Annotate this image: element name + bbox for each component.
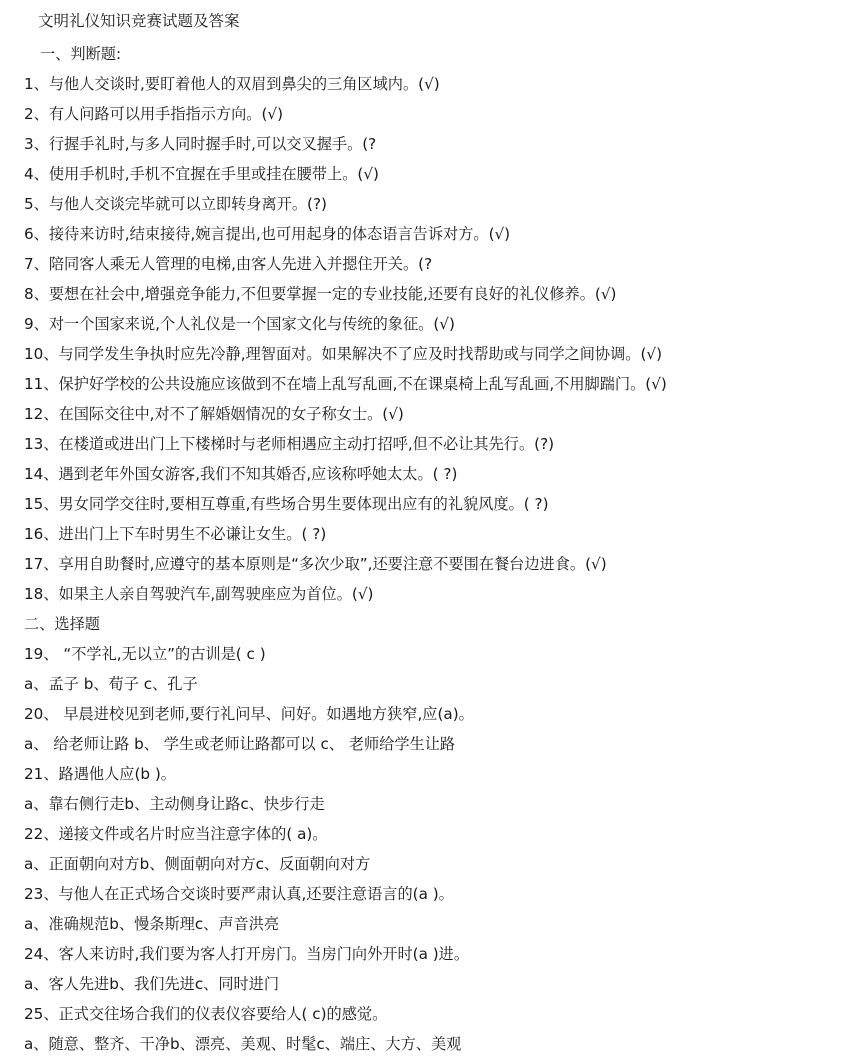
document-line: 8、要想在社会中,增强竞争能力,不但要掌握一定的专业技能,还要有良好的礼仪修养。(√): [24, 285, 617, 303]
document-line: 2、有人问路可以用手指指示方向。(√): [24, 105, 284, 123]
question-list: [24, 39, 864, 1059]
document-line: 17、享用自助餐时,应遵守的基本原则是“多次少取”,还要注意不要围在餐台边进食。(√): [24, 555, 607, 573]
document-line: 24、客人来访时,我们要为客人打开房门。当房门向外开时(a )进。: [24, 945, 470, 963]
section-heading: 一、判断题:: [40, 45, 122, 63]
document-line: 5、与他人交谈完毕就可以立即转身离开。(?): [24, 195, 327, 213]
document-line: a、靠右侧行走b、主动侧身让路c、快步行走: [24, 795, 325, 813]
document-line: 9、对一个国家来说,个人礼仪是一个国家文化与传统的象征。(√): [24, 315, 455, 333]
document-line: a、孟子 b、荀子 c、孔子: [24, 675, 198, 693]
document-line: 16、进出门上下车时男生不必谦让女生。( ?): [24, 525, 327, 543]
document-line: a、 给老师让路 b、 学生或老师让路都可以 c、 老师给学生让路: [24, 735, 456, 753]
document-line: a、准确规范b、慢条斯理c、声音洪亮: [24, 915, 280, 933]
document-line: 23、与他人在正式场合交谈时要严肃认真,还要注意语言的(a )。: [24, 885, 454, 903]
document-line: 21、路遇他人应(b )。: [24, 765, 176, 783]
document-line: 19、 “不学礼,无以立”的古训是( c ): [24, 645, 266, 663]
document-line: 1、与他人交谈时,要盯着他人的双眉到鼻尖的三角区域内。(√): [24, 75, 440, 93]
document-line: a、正面朝向对方b、侧面朝向对方c、反面朝向对方: [24, 855, 371, 873]
document-line: 4、使用手机时,手机不宜握在手里或挂在腰带上。(√): [24, 165, 379, 183]
document-line: 二、选择题: [24, 615, 100, 633]
document-line: a、随意、整齐、干净b、漂亮、美观、时髦c、端庄、大方、美观: [24, 1035, 462, 1053]
document-line: 22、递接文件或名片时应当注意字体的( a)。: [24, 825, 328, 843]
document-line: 12、在国际交往中,对不了解婚姻情况的女子称女士。(√): [24, 405, 404, 423]
document-title: 文明礼仪知识竞赛试题及答案: [38, 12, 240, 30]
document-line: 20、 早晨进校见到老师,要行礼问早、问好。如遇地方狭窄,应(a)。: [24, 705, 474, 723]
document-line: 15、男女同学交往时,要相互尊重,有些场合男生要体现出应有的礼貌风度。( ?): [24, 495, 549, 513]
document-line: 3、行握手礼时,与多人同时握手时,可以交叉握手。(?: [24, 135, 377, 153]
document-line: 18、如果主人亲自驾驶汽车,副驾驶座应为首位。(√): [24, 585, 374, 603]
document-line: 11、保护好学校的公共设施应该做到不在墙上乱写乱画,不在课桌椅上乱写乱画,不用脚踹门。(√): [24, 375, 667, 393]
document-line: 7、陪同客人乘无人管理的电梯,由客人先进入并摁住开关。(?: [24, 255, 433, 273]
document-line: a、客人先进b、我们先进c、同时进门: [24, 975, 280, 993]
document-line: 14、遇到老年外国女游客,我们不知其婚否,应该称呼她太太。( ?): [24, 465, 458, 483]
document-line: 13、在楼道或进出门上下楼梯时与老师相遇应主动打招呼,但不必让其先行。(?): [24, 435, 555, 453]
document-line: 6、接待来访时,结束接待,婉言提出,也可用起身的体态语言告诉对方。(√): [24, 225, 511, 243]
document-line: 10、与同学发生争执时应先冷静,理智面对。如果解决不了应及时找帮助或与同学之间协调。(√): [24, 345, 662, 363]
document-line: 25、正式交往场合我们的仪表仪容要给人( c)的感觉。: [24, 1005, 388, 1023]
